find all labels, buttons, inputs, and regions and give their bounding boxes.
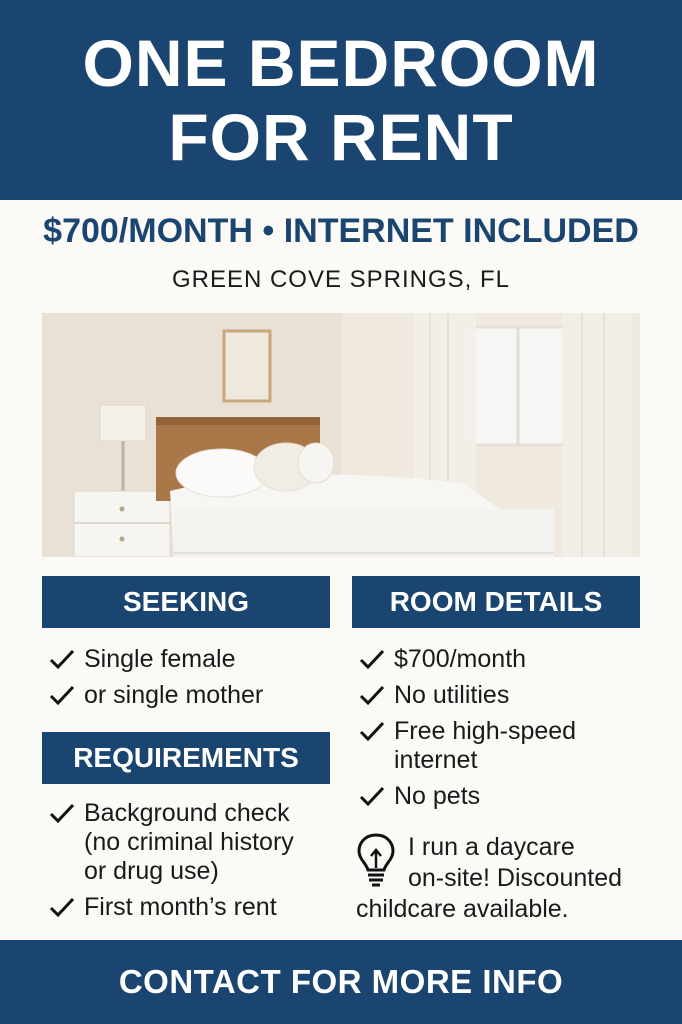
contact-banner [0, 940, 682, 1024]
room-details-item-2: No utilities [394, 681, 510, 709]
location-text: GREEN COVE SPRINGS, FL [171, 266, 511, 293]
seeking-item-2: or single mother [84, 681, 264, 709]
note-line-3: childcare available. [356, 895, 569, 923]
seeking-title: SEEKING [122, 586, 250, 617]
room-details-item-3-line-2: internet [394, 746, 478, 774]
lightbulb-icon [356, 832, 396, 888]
requirements-title: REQUIREMENTS [73, 742, 299, 773]
room-details-list [352, 645, 652, 811]
bedroom-photo [42, 313, 640, 557]
room-details-item-1: $700/month [394, 645, 527, 673]
list-item [352, 782, 652, 811]
check-icon [48, 799, 76, 827]
seeking-item-1: Single female [84, 645, 236, 673]
check-icon [358, 681, 386, 709]
list-item [352, 645, 652, 674]
requirements-list [42, 799, 342, 922]
list-item [42, 893, 342, 922]
seeking-list [42, 645, 342, 710]
room-details-title: ROOM DETAILS [389, 586, 603, 617]
check-icon [48, 681, 76, 709]
check-icon [358, 645, 386, 673]
seeking-heading [42, 576, 330, 628]
requirements-heading [42, 732, 330, 784]
list-item [42, 681, 342, 710]
bedroom-illustration [42, 313, 640, 557]
requirements-item-1-line-3: or drug use) [84, 857, 219, 885]
check-icon [48, 893, 76, 921]
note-line-2: on-site! Discounted [408, 864, 623, 892]
headline-line-2: FOR RENT [168, 100, 514, 174]
price-subheadline: $700/MONTH • INTERNET INCLUDED [43, 212, 639, 250]
list-item [42, 645, 342, 674]
contact-text: CONTACT FOR MORE INFO [118, 963, 564, 1000]
room-details-item-3-line-1: Free high-speed [394, 717, 577, 745]
headline-line-1: ONE BEDROOM [82, 26, 600, 100]
room-details-heading [352, 576, 640, 628]
note-line-1: I run a daycare [408, 833, 575, 861]
check-icon [48, 645, 76, 673]
room-details-item-4: No pets [394, 782, 481, 810]
requirements-item-2-line-1: First month’s rent [84, 893, 277, 921]
list-item [42, 799, 342, 886]
check-icon [358, 717, 386, 745]
list-item [352, 717, 652, 775]
list-item [352, 681, 652, 710]
requirements-item-1-line-2: (no criminal history [84, 828, 294, 856]
requirements-item-1-line-1: Background check [84, 799, 290, 827]
check-icon [358, 782, 386, 810]
header-banner [0, 0, 682, 200]
